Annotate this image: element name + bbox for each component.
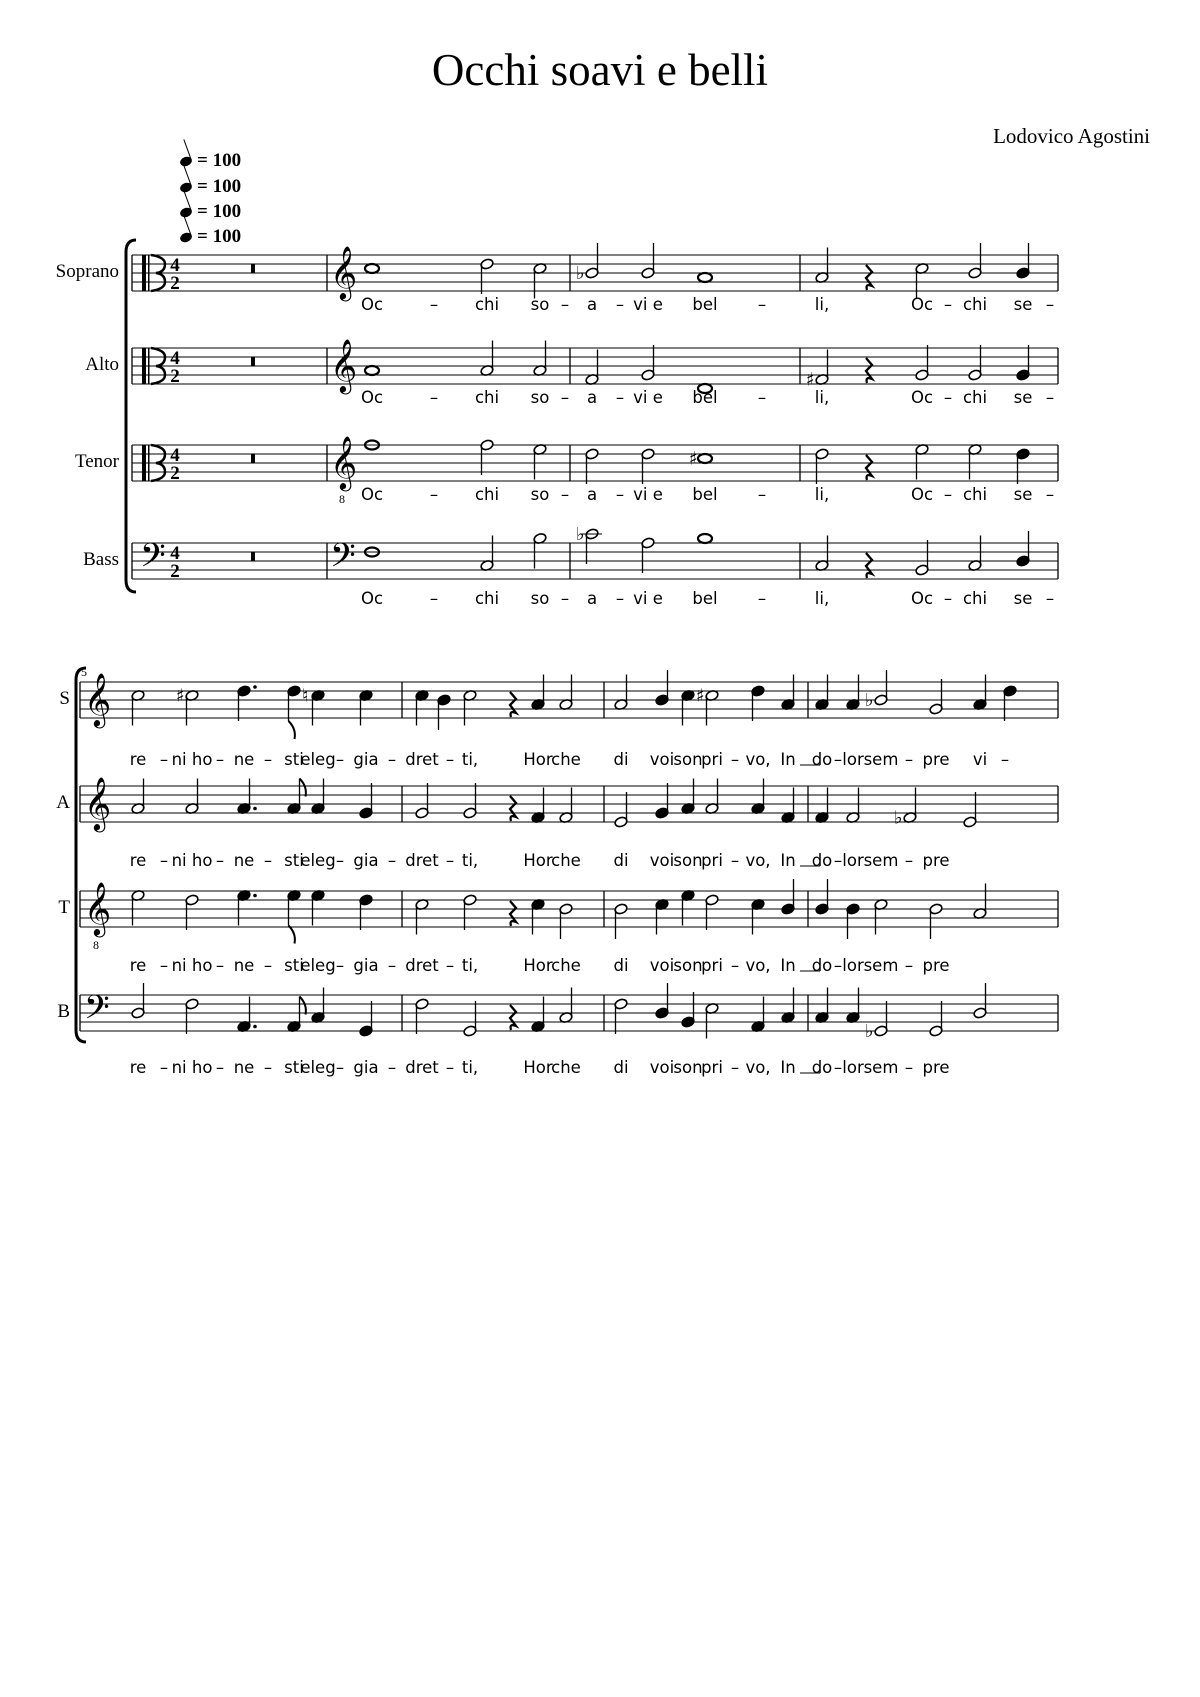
lyric-syllable: –: [615, 589, 625, 608]
lyric-syllable: pri: [701, 956, 723, 975]
quarter-rest: [510, 692, 516, 717]
time-signature-top: 4: [170, 348, 180, 369]
flat-icon: ♭: [576, 263, 585, 284]
lyric-syllable: ne: [233, 851, 255, 870]
lyric-syllable: ti,: [461, 956, 479, 975]
alto-clef-icon: [142, 445, 146, 481]
lyric-syllable: –: [833, 956, 843, 975]
lyric-syllable: Hor: [523, 851, 553, 870]
tempo-mark: = 100: [180, 176, 241, 198]
breve-rest: [251, 264, 255, 273]
lyric-syllable: vo,: [745, 750, 771, 769]
lyric-syllable: vo,: [745, 956, 771, 975]
lyric-syllable: ne: [233, 956, 255, 975]
part-abbreviation: S: [59, 688, 70, 709]
time-signature-bottom: 2: [170, 561, 180, 582]
lyric-syllable: vo,: [745, 1058, 771, 1077]
lyric-syllable: che: [551, 750, 581, 769]
lyric-syllable: –: [833, 750, 843, 769]
lyric-syllable: –: [335, 750, 345, 769]
lyric-syllable: dret: [405, 750, 439, 769]
lyric-syllable: gia: [353, 750, 379, 769]
quarter-rest: [866, 265, 872, 290]
lyric-syllable: lor: [842, 750, 864, 769]
lyric-syllable: bel: [692, 485, 718, 504]
lyric-syllable: –: [730, 750, 740, 769]
score-title: Occhi soavi e belli: [431, 45, 769, 95]
treble-clef-icon: 𝄞: [84, 672, 112, 726]
quarter-rest: [510, 901, 516, 926]
lyric-syllable: Oc: [910, 388, 934, 407]
system-bracket: [126, 240, 136, 592]
time-signature-top: 4: [170, 445, 180, 466]
lyric-syllable: –: [387, 851, 397, 870]
lyric-syllable: –: [445, 1058, 455, 1077]
lyric-syllable: –: [560, 388, 570, 407]
lyric-syllable: –: [429, 485, 439, 504]
lyric-syllable: chi: [474, 485, 500, 504]
lyric-syllable: so: [530, 388, 550, 407]
lyric-syllable: chi: [962, 485, 988, 504]
alto-clef-icon: [148, 348, 150, 384]
lyric-syllable: –: [263, 750, 273, 769]
lyric-syllable: –: [429, 295, 439, 314]
lyric-syllable: vi e: [633, 388, 663, 407]
lyric-syllable: lor: [842, 956, 864, 975]
lyric-syllable: so: [530, 589, 550, 608]
lyric-syllable: gia: [353, 851, 379, 870]
lyric-syllable: eleg: [300, 750, 336, 769]
lyric-syllable: –: [730, 851, 740, 870]
time-signature-top: 4: [170, 255, 180, 276]
time-signature-top: 4: [170, 543, 180, 564]
lyric-syllable: re: [129, 851, 147, 870]
lyric-syllable: –: [904, 851, 914, 870]
part-name: Alto: [85, 354, 119, 375]
lyric-syllable: vi: [972, 750, 988, 769]
lyric-syllable: pri: [701, 1058, 723, 1077]
lyric-syllable: vi e: [633, 295, 663, 314]
lyric-syllable: –: [215, 851, 225, 870]
lyric-syllable: In: [780, 851, 796, 870]
lyric-syllable: Oc: [360, 485, 384, 504]
lyric-syllable: re: [129, 750, 147, 769]
sharp-icon: ♯: [696, 685, 705, 707]
lyric-syllable: a: [586, 388, 598, 407]
lyric-syllable: –: [215, 956, 225, 975]
lyric-syllable: li,: [814, 295, 830, 314]
lyric-syllable: voi: [649, 750, 675, 769]
breve-rest: [251, 357, 255, 366]
lyric-syllable: eleg: [300, 851, 336, 870]
lyric-syllable: ti,: [461, 750, 479, 769]
lyric-syllable: Oc: [910, 485, 934, 504]
lyric-syllable: chi: [474, 589, 500, 608]
sharp-icon: ♯: [176, 685, 185, 707]
lyric-syllable: se: [1013, 485, 1033, 504]
lyric-syllable: vi e: [633, 589, 663, 608]
lyric-syllable: voi: [649, 851, 675, 870]
lyric-syllable: a: [586, 295, 598, 314]
lyric-syllable: ni ho: [171, 851, 213, 870]
lyric-syllable: ne: [233, 750, 255, 769]
lyric-syllable: –: [335, 1058, 345, 1077]
lyric-syllable: –: [943, 295, 953, 314]
lyric-syllable: Oc: [910, 295, 934, 314]
treble-clef-icon: 𝄞: [330, 245, 358, 299]
lyric-syllable: –: [445, 851, 455, 870]
tempo-mark: = 100: [180, 150, 241, 172]
lyric-syllable: chi: [962, 295, 988, 314]
lyric-syllable: sti: [284, 851, 304, 870]
treble-clef-icon: 𝄞: [84, 881, 112, 935]
lyric-syllable: li,: [814, 388, 830, 407]
lyric-syllable: sti: [284, 1058, 304, 1077]
lyric-syllable: –: [445, 750, 455, 769]
lyric-syllable: re: [129, 956, 147, 975]
note-flag: [300, 997, 306, 1015]
lyric-syllable: gia: [353, 1058, 379, 1077]
part-name: Bass: [83, 549, 119, 570]
alto-clef-icon: [148, 445, 150, 481]
lyric-syllable: –: [1045, 485, 1055, 504]
lyric-syllable: Oc: [360, 589, 384, 608]
lyric-syllable: dret: [405, 851, 439, 870]
lyric-syllable: ni ho: [171, 1058, 213, 1077]
treble-clef-icon: 𝄞: [330, 338, 358, 392]
lyric-syllable: –: [445, 956, 455, 975]
lyric-syllable: che: [551, 1058, 581, 1077]
lyric-syllable: son: [673, 956, 703, 975]
flat-icon: ♭: [894, 807, 903, 829]
part-abbreviation: A: [56, 792, 70, 813]
tempo-mark: = 100: [180, 201, 241, 223]
lyric-syllable: eleg: [300, 1058, 336, 1077]
lyric-syllable: –: [387, 750, 397, 769]
lyric-syllable: chi: [962, 388, 988, 407]
alto-clef-icon: [142, 255, 146, 291]
lyric-syllable: –: [833, 1058, 843, 1077]
lyric-syllable: di: [613, 1058, 629, 1077]
octave-mark-8: 8: [93, 938, 99, 952]
lyric-syllable: pre: [922, 1058, 950, 1077]
lyric-syllable: –: [615, 485, 625, 504]
lyric-syllable: –: [159, 750, 169, 769]
lyric-syllable: –: [757, 485, 767, 504]
lyric-syllable: so: [530, 295, 550, 314]
lyric-syllable: pre: [922, 956, 950, 975]
natural-icon: ♮: [302, 685, 309, 707]
bass-clef-icon: 𝄢: [84, 989, 110, 1035]
lyric-syllable: dret: [405, 956, 439, 975]
lyric-syllable: –: [757, 589, 767, 608]
lyric-syllable: –: [615, 388, 625, 407]
lyric-syllable: ni ho: [171, 750, 213, 769]
lyric-syllable: Hor: [523, 750, 553, 769]
octave-mark-8: 8: [339, 492, 345, 506]
breve-rest: [251, 552, 255, 561]
lyric-syllable: –: [429, 388, 439, 407]
lyric-syllable: di: [613, 851, 629, 870]
lyric-syllable: ni ho: [171, 956, 213, 975]
lyric-syllable: sem: [863, 851, 899, 870]
bass-clef-icon: 𝄢: [140, 537, 166, 583]
lyric-syllable: so: [530, 485, 550, 504]
sharp-icon: ♯: [806, 369, 815, 391]
lyric-syllable: Oc: [360, 388, 384, 407]
lyric-syllable: –: [1045, 295, 1055, 314]
lyric-syllable: –: [335, 956, 345, 975]
lyric-syllable: –: [615, 295, 625, 314]
lyric-syllable: do: [811, 956, 833, 975]
lyric-syllable: do: [811, 1058, 833, 1077]
lyric-syllable: che: [551, 851, 581, 870]
lyric-syllable: voi: [649, 1058, 675, 1077]
treble-clef-icon: 𝄞: [330, 435, 358, 489]
lyric-syllable: son: [673, 851, 703, 870]
flat-icon: ♭: [865, 690, 874, 711]
lyric-syllable: sem: [863, 1058, 899, 1077]
lyric-syllable: Oc: [360, 295, 384, 314]
flat-icon: ♭: [576, 524, 585, 545]
lyric-syllable: son: [673, 750, 703, 769]
lyric-syllable: bel: [692, 589, 718, 608]
lyric-syllable: Oc: [910, 589, 934, 608]
lyric-syllable: In: [780, 956, 796, 975]
lyric-syllable: –: [263, 1058, 273, 1077]
lyric-syllable: –: [943, 388, 953, 407]
lyric-syllable: eleg: [300, 956, 336, 975]
lyric-syllable: –: [560, 589, 570, 608]
lyric-syllable: –: [757, 388, 767, 407]
lyric-syllable: ne: [233, 1058, 255, 1077]
lyric-syllable: do: [811, 750, 833, 769]
lyric-syllable: lor: [842, 1058, 864, 1077]
augmentation-dot: [253, 685, 257, 689]
treble-clef-icon: 𝄞: [84, 776, 112, 830]
lyric-syllable: –: [263, 956, 273, 975]
measure-number: 5: [81, 665, 87, 679]
lyric-syllable: –: [560, 295, 570, 314]
lyric-syllable: In: [780, 750, 796, 769]
lyric-syllable: a: [586, 589, 598, 608]
lyric-syllable: –: [730, 1058, 740, 1077]
lyric-syllable: sti: [284, 956, 304, 975]
lyric-syllable: Hor: [523, 956, 553, 975]
quarter-rest: [866, 455, 872, 480]
alto-clef-icon: [142, 348, 146, 384]
lyric-syllable: –: [730, 956, 740, 975]
lyric-syllable: –: [263, 851, 273, 870]
flat-icon: ♭: [865, 1021, 874, 1042]
bass-clef-icon: 𝄢: [330, 537, 356, 583]
quarter-rest: [510, 1005, 516, 1030]
breve-rest: [251, 454, 255, 463]
lyric-syllable: ti,: [461, 1058, 479, 1077]
quarter-rest: [866, 553, 872, 578]
lyric-syllable: –: [904, 956, 914, 975]
lyric-syllable: –: [560, 485, 570, 504]
lyric-syllable: pri: [701, 851, 723, 870]
lyric-syllable: –: [904, 1058, 914, 1077]
lyric-syllable: vi e: [633, 485, 663, 504]
lyric-syllable: –: [943, 589, 953, 608]
lyric-syllable: ti,: [461, 851, 479, 870]
lyric-syllable: Hor: [523, 1058, 553, 1077]
augmentation-dot: [253, 1025, 257, 1029]
lyric-syllable: –: [159, 1058, 169, 1077]
time-signature-bottom: 2: [170, 366, 180, 387]
lyric-syllable: chi: [474, 295, 500, 314]
composer-name: Lodovico Agostini: [993, 124, 1150, 148]
lyric-syllable: a: [586, 485, 598, 504]
lyric-syllable: che: [551, 956, 581, 975]
lyric-syllable: pre: [922, 851, 950, 870]
lyric-syllable: di: [613, 956, 629, 975]
lyric-syllable: In: [780, 1058, 796, 1077]
lyric-syllable: –: [429, 589, 439, 608]
whole-note: [698, 534, 712, 543]
lyric-syllable: dret: [405, 1058, 439, 1077]
time-signature-bottom: 2: [170, 463, 180, 484]
part-abbreviation: B: [57, 1001, 70, 1022]
lyric-syllable: –: [215, 750, 225, 769]
whole-note: [365, 264, 379, 273]
lyric-syllable: –: [943, 485, 953, 504]
lyric-syllable: –: [387, 956, 397, 975]
lyric-syllable: sem: [863, 956, 899, 975]
lyric-syllable: –: [1000, 750, 1010, 769]
lyric-syllable: di: [613, 750, 629, 769]
note-flag: [300, 779, 306, 797]
whole-note: [365, 366, 379, 375]
lyric-syllable: li,: [814, 589, 830, 608]
lyric-syllable: –: [387, 1058, 397, 1077]
whole-note: [698, 454, 712, 463]
part-name: Soprano: [55, 261, 119, 282]
lyric-syllable: chi: [962, 589, 988, 608]
lyric-syllable: chi: [474, 388, 500, 407]
lyric-syllable: –: [159, 851, 169, 870]
part-abbreviation: T: [58, 897, 70, 918]
lyric-syllable: lor: [842, 851, 864, 870]
lyric-syllable: pre: [922, 750, 950, 769]
lyric-syllable: son: [673, 1058, 703, 1077]
lyric-syllable: se: [1013, 295, 1033, 314]
lyric-syllable: vo,: [745, 851, 771, 870]
augmentation-dot: [253, 807, 257, 811]
alto-clef-icon: [148, 255, 150, 291]
lyric-syllable: –: [904, 750, 914, 769]
lyric-syllable: –: [1045, 589, 1055, 608]
lyric-syllable: se: [1013, 589, 1033, 608]
note-flag: [289, 926, 295, 944]
lyric-syllable: sem: [863, 750, 899, 769]
note-flag: [289, 721, 295, 739]
lyric-syllable: –: [1045, 388, 1055, 407]
lyric-syllable: re: [129, 1058, 147, 1077]
sharp-icon: ♯: [689, 448, 698, 470]
lyric-syllable: –: [757, 295, 767, 314]
time-signature-bottom: 2: [170, 273, 180, 294]
lyric-syllable: bel: [692, 295, 718, 314]
lyric-syllable: voi: [649, 956, 675, 975]
lyric-syllable: –: [215, 1058, 225, 1077]
whole-note: [698, 273, 712, 282]
lyric-syllable: –: [833, 851, 843, 870]
lyric-syllable: gia: [353, 956, 379, 975]
lyric-syllable: –: [159, 956, 169, 975]
lyric-syllable: do: [811, 851, 833, 870]
quarter-rest: [510, 796, 516, 821]
lyric-syllable: bel: [692, 388, 718, 407]
part-name: Tenor: [74, 451, 119, 472]
lyric-syllable: se: [1013, 388, 1033, 407]
tempo-mark: = 100: [180, 226, 241, 248]
lyric-syllable: sti: [284, 750, 304, 769]
lyric-syllable: pri: [701, 750, 723, 769]
lyric-syllable: –: [335, 851, 345, 870]
augmentation-dot: [253, 894, 257, 898]
quarter-rest: [866, 358, 872, 383]
lyric-syllable: li,: [814, 485, 830, 504]
